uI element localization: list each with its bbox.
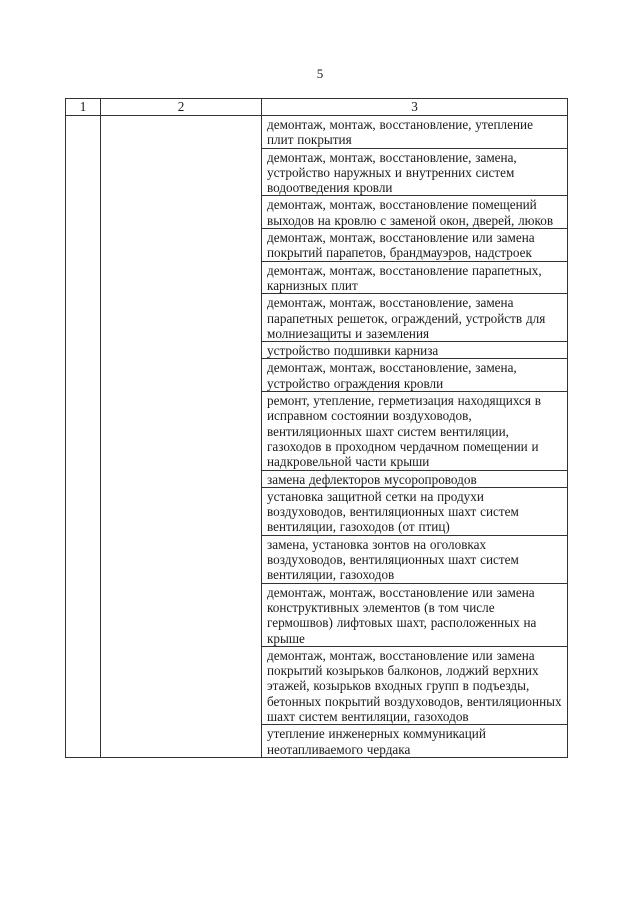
table-header xyxy=(66,99,568,116)
col-2-empty-cell xyxy=(101,116,262,758)
table-cell: демонтаж, монтаж, восстановление, замена, устройство наружных и внутренних систем водоотведения кровли xyxy=(262,148,568,196)
table-cell: утепление инженерных коммуникаций неотапливаемого чердака xyxy=(262,725,568,758)
table-cell: демонтаж, монтаж, восстановление, утепление плит покрытия xyxy=(262,116,568,149)
table-row xyxy=(66,116,568,149)
works-table xyxy=(65,98,568,758)
table-cell: ремонт, утепление, герметизация находящихся в исправном состоянии воздуховодов, вентиляционных шахт систем вентиляции, газоходов в проходном чердачном помещении и надкровельной части крыши xyxy=(262,392,568,470)
header-col-1: 1 xyxy=(66,99,101,116)
table-body xyxy=(66,116,568,758)
page-number: 5 xyxy=(316,66,324,81)
table-cell: установка защитной сетки на продухи воздуховодов, вентиляционных шахт систем вентиляции, газоходов (от птиц) xyxy=(262,487,568,535)
table-cell: замена, установка зонтов на оголовках воздуховодов, вентиляционных шахт систем вентиляции, газоходов xyxy=(262,535,568,583)
table-cell: демонтаж, монтаж, восстановление парапетных, карнизных плит xyxy=(262,261,568,294)
table-cell: устройство подшивки карниза xyxy=(262,342,568,359)
header-col-3: 3 xyxy=(262,99,568,116)
table-cell: демонтаж, монтаж, восстановление, замена парапетных решеток, ограждений, устройств для молниезащиты и заземления xyxy=(262,294,568,342)
table-cell: демонтаж, монтаж, восстановление или замена конструктивных элементов (в том числе гермошвов) лифтовых шахт, расположенных на крыше xyxy=(262,583,568,646)
col-1-empty-cell xyxy=(66,116,101,758)
header-col-2: 2 xyxy=(101,99,262,116)
table-cell: замена дефлекторов мусоропроводов xyxy=(262,470,568,487)
header-row xyxy=(66,99,568,116)
table-cell: демонтаж, монтаж, восстановление или замена покрытий парапетов, брандмауэров, надстроек xyxy=(262,229,568,262)
table-cell: демонтаж, монтаж, восстановление помещений выходов на кровлю с заменой окон, дверей, люков xyxy=(262,196,568,229)
table-cell: демонтаж, монтаж, восстановление, замена, устройство ограждения кровли xyxy=(262,359,568,392)
table-cell: демонтаж, монтаж, восстановление или замена покрытий козырьков балконов, лоджий верхних этажей, козырьков входных групп в подъезды, бетонных покрытий воздуховодов, вентиляционных шахт систем вентиляции, газоходов xyxy=(262,646,568,724)
